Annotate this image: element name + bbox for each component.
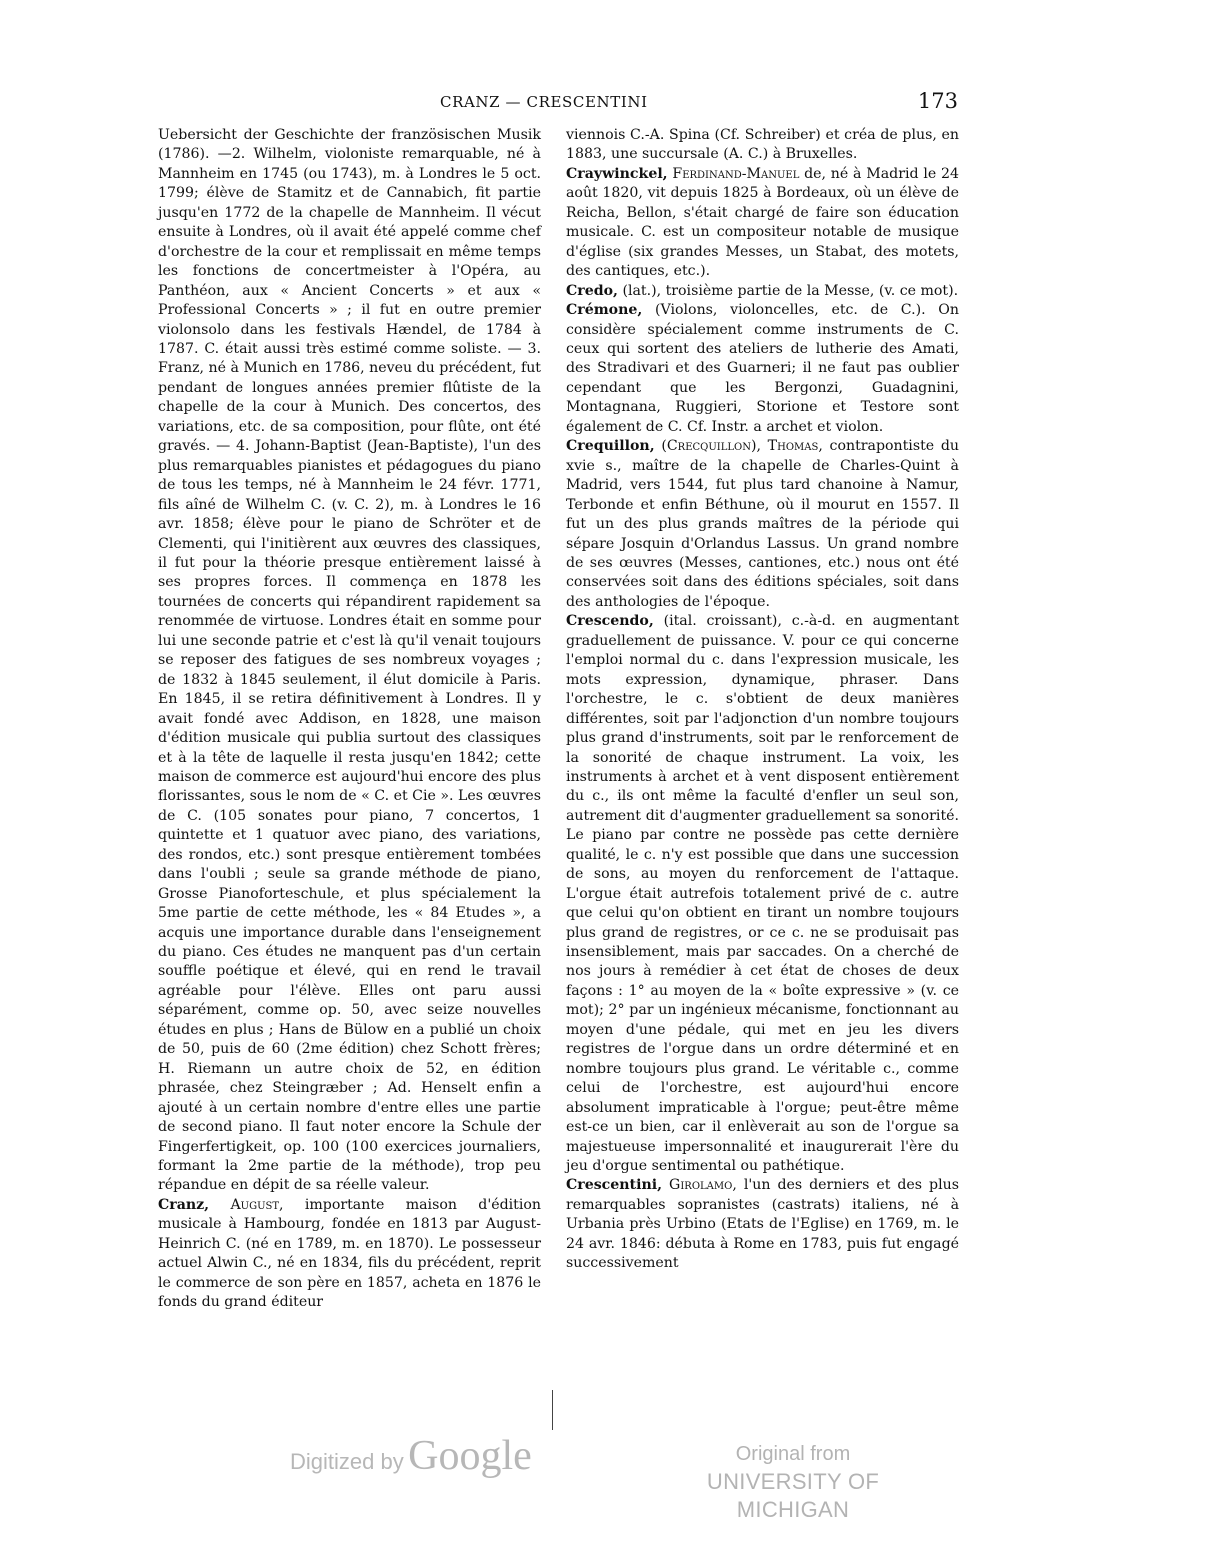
dictionary-entry [566,165,959,282]
entry-headword: Crescentini, [566,1177,663,1194]
dictionary-entry [566,612,959,1176]
entry-forename: Girolamo, [669,1177,737,1194]
entry-text: (lat.), troisième partie de la Messe, (v. ce mot). [622,282,959,299]
dictionary-entry [566,126,959,165]
entry-headword: Credo, [566,282,618,299]
entry-forename: Ferdinand-Manuel [672,165,800,182]
google-logo: Google [408,1433,532,1479]
dictionary-entry [158,126,541,1196]
dictionary-entry [566,437,959,612]
entry-forename: (Crecquillon), Thomas, [661,438,823,455]
column-divider [552,1390,553,1430]
entry-headword: Crémone, [566,302,643,319]
page-header [158,89,962,119]
entry-headword: Crequillon, [566,438,655,455]
university-label: UNIVERSITY OF MICHIGAN [706,1469,880,1522]
running-title: CRANZ — CRESCENTINI [440,93,648,111]
entry-forename: August, [230,1196,284,1213]
entry-text: de, né à Madrid le 24 août 1820, vit depuis 1825 à Bordeaux, où un élève de Reicha, Bellon, s'était chargé de faire son éducation musicale. C. est un compositeur notable de musique d'église (six grandes Messes, un Stabat, des motets, des cantiques, etc.). [566,165,959,280]
entry-headword: Cranz, [158,1196,210,1213]
entry-text: Uebersicht der Geschichte der französischen Musik (1786). —2. Wilhelm, violoniste remarquable, né à Mannheim en 1745 (ou 1743), m. à Londres le 5 oct. 1799; élève de Stamitz et de Cannabich, fit partie jusqu'en 1772 de la chapelle de Mannheim. Il vécut ensuite à Londres, où il avait été appelé comme chef d'orchestre de la cour et remplissait en même temps les fonctions de concertmeister à l'Opéra, au Panthéon, aux « Ancient Concerts » et aux « Professional Concerts » ; il fut en outre premier violonsolo dans les festivals Hændel, de 1784 à 1787. C. était aussi très estimé comme soliste. — 3. Franz, né à Munich en 1786, neveu du précédent, fut pendant de longues années premier flûtiste de la chapelle de la cour à Munich. Des concertos, des variations, etc. de sa composition, pour flûte, ont été gravés. — 4. Johann-Baptist (Jean-Baptiste), l'un des plus remarquables pianistes et pédagogues du piano de tous les temps, né à Mannheim le 24 févr. 1771, fils aîné de Wilhelm C. (v. C. 2), m. à Londres le 16 avr. 1858; élève pour le piano de Schröter et de Clementi, qui l'initièrent aux œuvres des classiques, il fut pour la théorie presque entièrement laissé à ses propres forces. Il commença en 1878 les tournées de concerts qui répandirent rapidement sa renommée de virtuose. Londres était en somme pour lui une seconde patrie et c'est là qu'il venait toujours se reposer des fatigues de ses nombreux voyages ; de 1832 à 1845 seulement, il élut domicile à Paris. En 1845, il se retira définitivement à Londres. Il y avait fondé avec Addison, en 1828, une maison d'édition musicale qui publia surtout des classiques et à la tête de laquelle il resta jusqu'en 1842; cette maison de commerce est aujourd'hui encore des plus florissantes, sous le nom de « C. et Cie ». Les œuvres de C. (105 sonates pour piano, 7 concertos, 1 quintette et 1 quatuor avec piano, des variations, des rondos, etc.) sont presque entièrement tombées dans l'oubli ; seule sa grande méthode de piano, Grosse Pianoforteschule, et plus spécialement la 5me partie de cette méthode, les « 84 Etudes », a acquis une importance durable dans l'enseignement du piano. Ces études ne manquent pas d'un certain souffle poétique et élevé, qui en rend le travail agréable pour l'élève. Elles ont paru aussi séparément, comme op. 50, avec seize nouvelles études en plus ; Hans de Bülow en a publié un choix de 50, puis de 60 (2me édition) chez Schott frères; H. Riemann un autre choix de 52, en édition phrasée, chez Steingræber ; Ad. Henselt enfin a ajouté à un certain nombre d'entre elles une partie de second piano. Il faut noter encore la Schule der Fingerfertigkeit, op. 100 (100 exercices journaliers, formant la 2me partie de la méthode), trop peu répandue en dépit de sa réelle valeur. [158,127,541,1194]
right-column [566,126,959,1274]
dictionary-entry [566,301,959,437]
entry-text: (Violons, violoncelles, etc. de C.). On considère spécialement comme instruments de C. ceux qui sortent des ateliers de lutherie des Amati, des Stradivari et des Guarneri; il ne faut pas oublier cependant que les Bergonzi, Guadagnini, Montagnana, Ruggieri, Storione et Testore sont également de C. Cf. Instr. a archet et violon. [566,302,959,435]
page-number: 173 [917,89,958,113]
original-from-watermark [668,1440,918,1524]
original-from-label: Original from [735,1443,851,1465]
entry-text: l'un des derniers et des plus remarquables sopranistes (castrats) italiens, né à Urbania près Urbino (Etats de l'Eglise) en 1769, m. le 24 avr. 1846: débuta à Rome en 1783, puis fut engagé successivement [566,1177,959,1272]
left-column [158,126,541,1313]
digitized-by-label: Digitized by [290,1449,404,1474]
dictionary-entry [566,1176,959,1273]
entry-text: (ital. croissant), c.-à-d. en augmentant graduellement de puissance. V. pour ce qui concerne l'emploi normal du c. dans l'expression musicale, les mots expression, dynamique, phraser. Dans l'orchestre, le c. s'obtient de deux manières différentes, soit par l'adjonction d'un nombre toujours plus grand d'instruments, soit par le renforcement de la sonorité de chaque instrument. La voix, les instruments à archet et à vent disposent entièrement du c., ils ont même la faculté d'enfler un seul son, autrement dit d'augmenter graduellement sa sonorité. Le piano par contre ne possède pas cette dernière qualité, le c. n'y est possible que dans une succession de sons, au moyen du renforcement de l'attaque. L'orgue était autrefois totalement privé de c. autre que celui qu'on obtient en tirant un nombre toujours plus grand de registres, or ce c. ne se produisait pas insensiblement, mais par saccades. On a cherché de nos jours à remédier à cet état de choses de deux façons : 1° au moyen de la « boîte expressive » (v. ce mot); 2° par un ingénieux mécanisme, fonctionnant au moyen d'une pédale, qui met en jeu les divers registres de l'orgue dans un ordre déterminé et en nombre toujours plus grand. Le véritable c., comme celui de l'orchestre, est aujourd'hui encore absolument impraticable à l'orgue; peut-être même est-ce un bien, car il enlèverait au son de l'orgue sa majestueuse impersonnalité et inaugurerait l'ère du jeu d'orgue sentimental ou pathétique. [566,613,959,1175]
entry-headword: Craywinckel, [566,165,668,182]
dictionary-entry [566,282,959,301]
entry-text: contrapontiste du xvie s., maître de la chapelle de Charles-Quint à Madrid, vers 1544, fut plus tard chanoine à Namur, Terbonde et enfin Béthune, où il mourut en 1557. Il fut un des plus grands maîtres de la période qui sépare Josquin d'Orlandus Lassus. Un grand nombre de ses œuvres (Messes, cantiones, etc.) nous ont été conservées soit dans des éditions spéciales, soit dans des anthologies de l'époque. [566,438,959,610]
entry-headword: Crescendo, [566,613,654,630]
entry-text: viennois C.-A. Spina (Cf. Schreiber) et créa de plus, en 1883, une succursale (A. C.) à Bruxelles. [566,127,959,163]
dictionary-entry [158,1196,541,1313]
digitized-by-google-watermark [290,1432,532,1480]
entry-text: importante maison d'édition musicale à Hambourg, fondée en 1813 par August-Heinrich C. (né en 1789, m. en 1870). Le possesseur actuel Alwin C., né en 1834, fils du précédent, reprit le commerce de son père en 1857, acheta en 1876 le fonds du grand éditeur [158,1196,541,1311]
